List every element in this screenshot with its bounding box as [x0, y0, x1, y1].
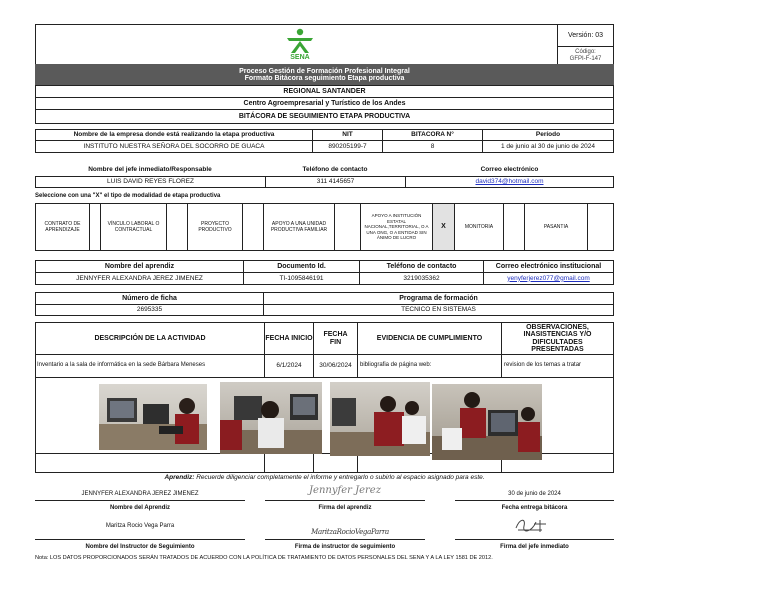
program-name-text: TECNICO EN SISTEMAS	[401, 306, 476, 314]
program-header-ficha-label: Número de ficha	[122, 294, 177, 302]
activity-header-evidence-label: EVIDENCIA DE CUMPLIMIENTO	[376, 334, 483, 342]
sena-logo-icon	[285, 28, 315, 54]
apprentice-header-name-label: Nombre del aprendiz	[104, 262, 175, 270]
activity-evidence-text: bibliografia de página web:	[360, 362, 432, 369]
apprentice-doc-text: TI-1095846191	[279, 274, 324, 282]
sign-delivery-date: 30 de junio de 2024	[508, 490, 561, 497]
apprentice-doc-value	[243, 272, 360, 285]
program-name-value	[263, 304, 614, 316]
modality-vinculo-label: VÍNCULO LABORAL O CONTRACTUAL	[107, 221, 160, 233]
boss-name-text: LUIS DAVID REYES FLOREZ	[107, 178, 194, 186]
sign-line-instructor-name	[35, 539, 245, 540]
activity-desc-value	[35, 354, 265, 378]
modality-vinculo-box[interactable]	[166, 203, 188, 251]
company-bitacora-value	[382, 140, 483, 153]
version-cell	[557, 24, 614, 47]
modality-institucion	[360, 203, 433, 251]
modality-contrato	[35, 203, 90, 251]
modality-monitoria	[454, 203, 504, 251]
apprentice-name-value	[35, 272, 244, 285]
evidence-photo-1	[99, 384, 207, 450]
regional-text: REGIONAL SANTANDER	[283, 87, 366, 95]
activity-obs-value	[501, 354, 614, 378]
activity-desc-text: Inventario a la sala de informática en la sede Bárbara Meneses	[37, 362, 206, 369]
modality-unidad-label: APOYO A UNA UNIDAD PRODUCTIVA FAMILIAR	[270, 221, 328, 233]
company-header-period-label: Período	[535, 131, 561, 139]
company-bitacora-text: 8	[430, 142, 435, 150]
code-cell	[557, 46, 614, 65]
sign-apprentice-name-label: Nombre del Aprendiz	[109, 504, 171, 511]
apprentice-email-link[interactable]: yenyferjerez077@gmail.com	[507, 274, 590, 282]
sign-line-instructor-sign	[265, 539, 425, 540]
boss-signature-icon	[512, 514, 548, 536]
modality-prompt: Seleccione con una "X" el tipo de modalidad de etapa productiva	[35, 193, 221, 199]
modality-vinculo	[100, 203, 167, 251]
modality-institucion-label: APOYO A INSTITUCIÓN ESTATAL NACIONAL,TERRITORIAL, O A UNA ONG, O A ENTIDAD SIN ÁNIMO DE LUCRO	[364, 213, 429, 241]
boss-phone-value	[265, 176, 406, 188]
company-header-nit-label: NIT	[342, 131, 353, 139]
modality-monitoria-box[interactable]	[503, 203, 525, 251]
sign-line-boss	[455, 539, 614, 540]
sign-line-apprentice-name	[35, 500, 245, 501]
sign-line-apprentice-sign	[265, 500, 425, 501]
apprentice-header-email-label: Correo electrónico institucional	[495, 262, 602, 270]
empty-row-divider-2	[313, 453, 314, 473]
boss-header-email-label: Correo electrónico	[480, 166, 539, 174]
sign-instructor-name-label: Nombre del Instructor de Seguimiento	[85, 543, 195, 550]
sign-apprentice-sign-label: Firma del aprendiz	[318, 504, 372, 511]
company-name-value	[35, 140, 313, 153]
version-text: Versión: 03	[567, 31, 604, 39]
modality-contrato-label: CONTRATO DE APRENDIZAJE	[44, 221, 81, 233]
apprentice-note-text: Recuerde diligenciar completamente el informe y entregarlo o subirlo al espacio asignado para este.	[194, 474, 485, 481]
evidence-photo-2	[220, 382, 322, 454]
company-name-text: INSTITUTO NUESTRA SEÑORA DEL SOCORRO DE GUACA	[83, 142, 265, 150]
code-label: Código:	[575, 48, 596, 55]
sign-apprentice-name: JENNYFER ALEXANDRA JEREZ JIMENEZ	[81, 490, 199, 497]
modality-institucion-mark: X	[441, 223, 446, 231]
program-ficha-value	[35, 304, 264, 316]
activity-start-value	[264, 354, 314, 378]
boss-name-value	[35, 176, 266, 188]
modality-proyecto-label: PROYECTO PRODUCTIVO	[198, 221, 232, 233]
boss-header-name	[35, 164, 265, 176]
activity-header-desc	[35, 322, 265, 355]
activity-start-text: 6/1/2024	[276, 362, 302, 370]
modality-proyecto	[187, 203, 243, 251]
boss-email-value	[405, 176, 614, 188]
sign-delivery-label: Fecha entrega bitácora	[501, 504, 568, 511]
modality-proyecto-box[interactable]	[242, 203, 264, 251]
process-bar	[35, 64, 614, 86]
program-header-name-label: Programa de formación	[399, 294, 478, 302]
title-row	[35, 109, 614, 124]
sign-line-delivery	[455, 500, 614, 501]
apprentice-phone-value	[359, 272, 484, 285]
page-title: BITÁCORA DE SEGUIMIENTO ETAPA PRODUCTIVA	[238, 112, 411, 120]
empty-row-divider-3	[357, 453, 358, 473]
company-period-text: 1 de junio al 30 de junio de 2024	[501, 142, 595, 150]
evidence-photo-4	[432, 384, 542, 460]
apprentice-header-phone-label: Teléfono de contacto	[386, 262, 457, 270]
activity-header-end-label: FECHA FIN	[323, 331, 348, 346]
process-title: Proceso Gestión de Formación Profesional Integral	[239, 68, 410, 75]
activity-header-start-label: FECHA INICIO	[265, 334, 313, 342]
boss-email-link[interactable]: david374@hotmail.com	[475, 178, 544, 186]
activity-header-end	[313, 322, 358, 355]
format-title: Formato Bitácora seguimiento Etapa productiva	[244, 75, 405, 82]
activity-end-value	[313, 354, 358, 378]
sign-instructor-name: Maritza Rocio Vega Parra	[105, 522, 175, 529]
activity-header-obs-label: OBSERVACIONES, INASISTENCIAS Y/O DIFICULTADES PRESENTADAS	[523, 323, 592, 353]
activity-evidence-value	[357, 354, 502, 378]
company-header-bitacora-label: BITACORA N°	[411, 131, 454, 139]
program-ficha-text: 2695335	[136, 306, 163, 314]
activity-header-start	[264, 322, 314, 355]
modality-pasantia-box[interactable]	[587, 203, 614, 251]
evidence-photo-3	[330, 382, 430, 456]
sign-boss-signature-mark	[512, 514, 548, 536]
footer-note: Nota: LOS DATOS PROPORCIONADOS SERÁN TRATADOS DE ACUERDO CON LA POLÍTICA DE TRATAMIENTO DE DATOS PERSONALES DEL SENA Y A LA LEY 1581 DE 2012.	[35, 555, 493, 561]
activity-end-text: 30/06/2024	[319, 362, 352, 370]
company-period-value	[482, 140, 614, 153]
boss-header-email	[405, 164, 614, 176]
apprentice-phone-text: 3219035362	[403, 274, 440, 282]
modality-pasantia	[524, 203, 588, 251]
company-nit-text: 890205199-7	[328, 142, 367, 150]
sena-logo	[280, 27, 320, 63]
center-text: Centro Agroempresarial y Turístico de los Andes	[243, 99, 406, 107]
company-header-name-label: Nombre de la empresa donde está realizando la etapa productiva	[73, 131, 275, 139]
company-nit-value	[312, 140, 383, 153]
activity-obs-text: revision de los temas a tratar	[504, 362, 582, 369]
boss-header-phone	[265, 164, 405, 176]
activity-header-obs	[501, 322, 614, 355]
activity-header-desc-label: DESCRIPCIÓN DE LA ACTIVIDAD	[94, 334, 206, 342]
activity-header-evidence	[357, 322, 502, 355]
modality-pasantia-label: PASANTIA	[543, 224, 569, 230]
apprentice-name-text: JENNYFER ALEXANDRA JEREZ JIMENEZ	[76, 274, 203, 282]
sena-logo-text: SENA	[290, 54, 310, 61]
modality-monitoria-label: MONITORIA	[464, 224, 494, 230]
code-value: GFPI-F-147	[569, 55, 602, 62]
apprentice-note-label: Aprendiz:	[164, 474, 195, 481]
apprentice-email-value	[483, 272, 614, 285]
sign-instructor-signature: MaritzaRocioVegaParra	[311, 528, 389, 536]
sign-instructor-sign-label: Firma de instructor de seguimiento	[294, 543, 396, 550]
boss-header-name-label: Nombre del jefe inmediato/Responsable	[88, 166, 212, 174]
boss-header-phone-label: Teléfono de contacto	[302, 166, 368, 174]
apprentice-note	[35, 474, 614, 481]
sign-apprentice-signature: Jennyfer Jerez	[309, 484, 381, 496]
apprentice-header-doc-label: Documento Id.	[277, 262, 326, 270]
sign-boss-label: Firma del jefe inmediato	[500, 543, 569, 550]
empty-row-divider-1	[264, 453, 265, 473]
modality-institucion-box[interactable]	[432, 203, 455, 251]
boss-phone-text: 311 4145657	[316, 178, 355, 186]
modality-unidad-box[interactable]	[334, 203, 361, 251]
modality-unidad	[263, 203, 335, 251]
